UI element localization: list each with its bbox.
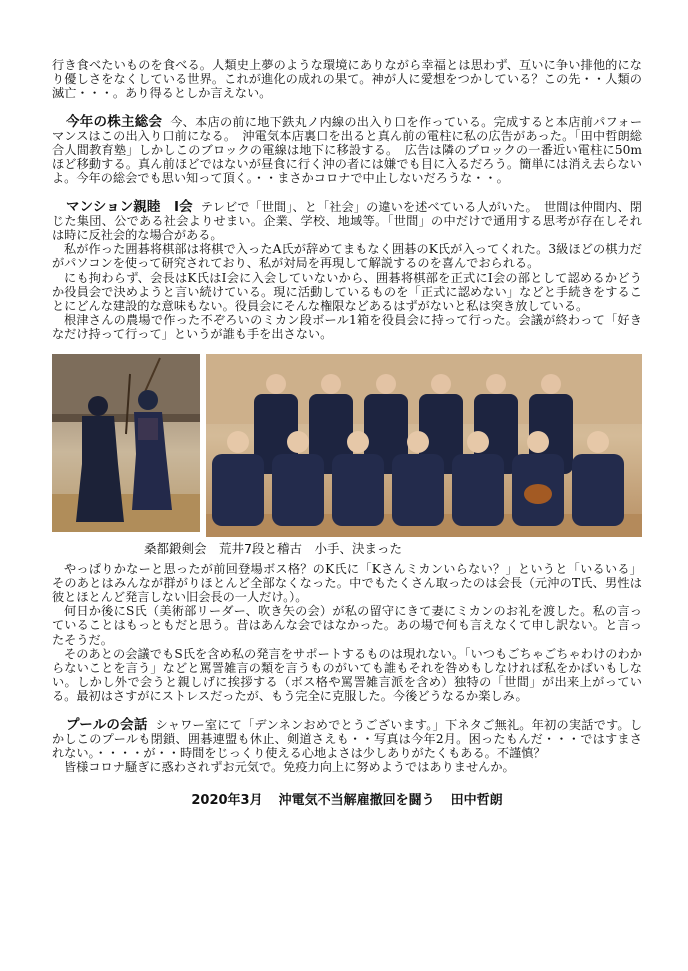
shareholders-section bbox=[52, 115, 642, 186]
pool-body-1: シャワー室にて「デンネンおめでとうございます。」下ネタご無礼。年初の実話です。しかしこのプールも閉鎖、囲碁連盟も休止、剣道さえも・・写真は今年2月。困ったもんだ・・・ではすまされない。・・・・が・・時間をじっくり使える心地よさは少しありがたくもある。不謹慎？ bbox=[52, 717, 643, 761]
mikan-paragraph-3: そのあとの会議でもS氏を含め私の発言をサポートするものは現れない。「いつもごちゃごちゃわけのわからないことを言う」などと罵詈雑言の類を言うものがいても誰もそれを咎めもしなければ私をかばいもしない。しかし外で会うと親しげに挨拶する（ボス格や罵詈雑言派を含め）独特の「世間」が出来上がっている。最初はさすがにストレスだったが、もう完全に克服した。今後どうなるか楽しみ。 bbox=[52, 646, 642, 704]
caption-move: 小手、決まった bbox=[314, 540, 403, 556]
pool-heading: プールの会話 bbox=[66, 716, 148, 733]
mansion-heading: マンション親睦 I会 bbox=[66, 198, 193, 215]
mikan-paragraph-1: やっぱりかなーと思ったが前回登場ボス格？のK氏に「Kさんミカンいらない？」というと「いるいる」そのあとはみんなが群がりほとんど全部なくなった。中でもたくさん取ったのは会長（元沖のT氏、男性は彼とほとんど発言しない旧会長の一人だけ。）。 bbox=[52, 561, 642, 605]
footer-campaign: 沖電気不当解雇撤回を闘う bbox=[278, 792, 435, 808]
pool-body-2: 皆様コロナ騒ぎに惑わされずお元気で。免疫力向上に努めようではありませんか。 bbox=[64, 760, 515, 775]
mansion-body-3: にも拘わらず、会長はK氏はI会に入会していないから、囲碁将棋部を正式にI会の部として認めるかどうか役員会で決めようと言い続けている。現に活動しているものを「正式に認めない」などと手続きをすることにどんな建設的な意味もない。役員会にそんな権限などあるはずがないと私は突き放している。 bbox=[52, 270, 642, 314]
caption-club: 桑都鍛剣会 bbox=[144, 540, 207, 556]
mansion-body-2: 私が作った囲碁将棋部は将棋で入ったA氏が辞めてまもなく囲碁のK氏が入ってくれた。3級ほどの棋力だがパソコンを使って研究されており、私が対局を再現して解説するのを喜んでおられる。 bbox=[52, 242, 642, 271]
footer-date: 2020年3月 bbox=[191, 792, 263, 808]
shareholders-heading: 今年の株主総会 bbox=[66, 113, 163, 130]
footer-author: 田中哲朗 bbox=[450, 792, 503, 808]
mansion-section bbox=[52, 200, 642, 243]
mikan-paragraph-2: 何日か後にS氏（美術部リーダー、吹き矢の会）が私の留守にきて妻にミカンのお礼を渡した。私の言っていることはもっともだと思う。昔はあんな会ではなかった。あの場で何も言えなくて申し訳ない。と言ったそうだ。 bbox=[52, 604, 642, 647]
mansion-body-1: テレビで「世間」、と「社会」の違いを述べている人がいた。 世間は仲間内、閉じた集団、公である社会よりせまい。企業、学校、地域等。「世間」の中だけで通用する思考が存在しそれは時に反社会的な場合がある。 bbox=[52, 199, 642, 243]
photo-caption bbox=[144, 539, 402, 557]
intro-paragraph: 行き食べたいものを食べる。人類史上夢のような環境にありながら幸福とは思わず、互いに争い排他的になり優しさをなくしている世界。これが進化の成れの果て。神が人に愛想をつかしている？この先・・人類の滅亡・・・。あり得るとしか言えない。 bbox=[52, 58, 642, 101]
group-photo bbox=[206, 354, 642, 537]
signature-line bbox=[52, 789, 642, 808]
caption-rank: 荒井7段と稽古 bbox=[219, 540, 302, 556]
shareholders-body: 今、本店の前に地下鉄丸ノ内線の出入り口を作っている。完成すると本店前パフォーマンスはこの出入り口前になる。 沖電気本店裏口を出ると真ん前の電柱に私の広告があった。「田中哲朗総合人間教育塾」しかしこのブロックの電線は地下に移設する。 広告は隣のブロックの一番近い電柱に50mほど移動する。真ん前ほどではないが昼食に行く沖の者には嫌でも目に入るだろう。簡単には消え去らないよ。今年の総会でも思い知って頂く。・・まさかコロナで中止しないだろうな・・。 bbox=[52, 114, 643, 186]
photo-block bbox=[52, 354, 642, 554]
kendo-sparring-photo bbox=[52, 354, 200, 532]
mansion-body-4: 根津さんの農場で作った不ぞろいのミカン段ボール1箱を役員会に持って行った。会議が終わって「好きなだけ持って行って」というが誰も手を出さない。 bbox=[52, 313, 642, 342]
pool-section bbox=[52, 718, 642, 761]
newsletter-page bbox=[52, 58, 642, 808]
